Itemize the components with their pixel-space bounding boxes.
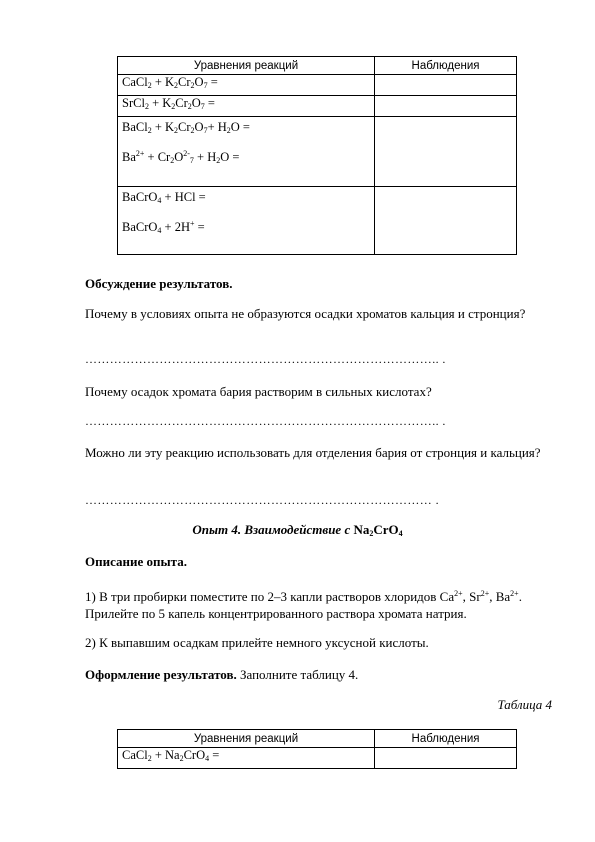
question-2: Почему осадок хромата бария растворим в сильных кислотах? (85, 384, 432, 399)
equation-text: CaCl$_2$ + $K_2Cr_2O_7$ = (122, 75, 218, 90)
experiment-title-text: Опыт 4. Взаимодействие с (192, 522, 354, 537)
equation-text: BaCl$_2$ + $K_2Cr_2O_7+ H_2O$ = (122, 120, 250, 135)
equation-cell (118, 117, 375, 187)
table-row (118, 748, 517, 769)
equation-cell (118, 187, 375, 255)
column-header-observations: Наблюдения (375, 57, 517, 75)
observation-cell[interactable] (375, 187, 517, 255)
description-heading: Описание опыта. (85, 554, 187, 569)
table-header-row (118, 730, 517, 748)
observation-cell[interactable] (375, 75, 517, 96)
equation-cell (118, 748, 375, 769)
observation-cell[interactable] (375, 748, 517, 769)
answer-line-2[interactable]: ………………………………………………………………………….. . (85, 414, 446, 428)
table-row (118, 187, 517, 255)
question-1: Почему в условиях опыта не образуются осадки хроматов кальция и стронция? (85, 306, 526, 321)
table-caption: Таблица 4 (497, 697, 552, 712)
results-heading: Оформление результатов. (85, 667, 237, 682)
equation-cell (118, 96, 375, 117)
results-paragraph (85, 666, 552, 683)
table-4 (117, 729, 517, 769)
results-text: Заполните таблицу 4. (236, 667, 359, 682)
answer-line-3[interactable]: ………………………………………………………………………… . (85, 493, 439, 507)
column-header-equations: Уравнения реакций (118, 57, 375, 75)
equation-text: BaCrO$_4$ + 2H+ = (122, 219, 205, 235)
step-2: 2) К выпавшим осадкам прилейте немного уксусной кислоты. (85, 635, 429, 650)
experiment-title (0, 522, 595, 538)
step-1 (85, 585, 552, 622)
equation-text: BaCrO$_4$ + HCl = (122, 190, 206, 205)
table-3 (117, 56, 517, 255)
equation-cell (118, 75, 375, 96)
table-row (118, 75, 517, 96)
answer-line-1[interactable]: ………………………………………………………………………….. . (85, 352, 446, 366)
equation-text: $Ba^{2+} + Cr_2O^{2-}_7 + H_2O$ = (122, 149, 240, 165)
table-row (118, 117, 517, 187)
table-header-row (118, 57, 517, 75)
question-3: Можно ли эту реакцию использовать для отделения бария от стронция и кальция? (85, 445, 541, 460)
column-header-equations: Уравнения реакций (118, 730, 375, 748)
table-row (118, 96, 517, 117)
equation-text: SrCl$_2$ + $K_2Cr_2O_7$ = (122, 96, 215, 111)
observation-cell[interactable] (375, 96, 517, 117)
equation-text: CaCl$_2$ + $Na_2CrO_4$ = (122, 748, 220, 763)
experiment-title-formula: $Na_2CrO_4$ (353, 522, 403, 538)
observation-cell[interactable] (375, 117, 517, 187)
discussion-heading: Обсуждение результатов. (85, 276, 233, 291)
step-1-text: 1) В три пробирки поместите по 2–3 капли растворов хлоридов $Ca^{2+}$, $Sr^{2+}$, $Ba^{2+}$. Прилейте по 5 капель концентрированного раствора хромата натрия. (85, 589, 522, 621)
column-header-observations: Наблюдения (375, 730, 517, 748)
